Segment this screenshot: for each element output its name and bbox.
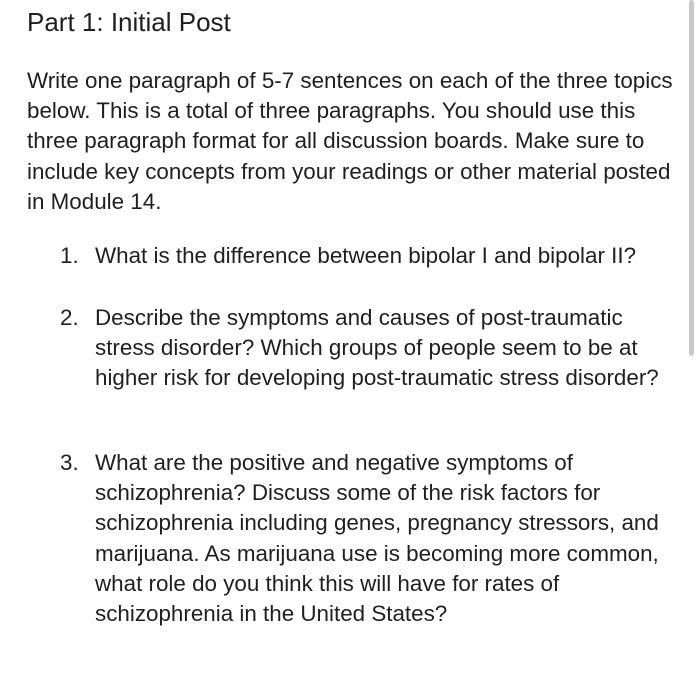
question-item — [27, 241, 677, 271]
question-item — [27, 303, 677, 394]
question-list — [27, 303, 677, 394]
question-item — [27, 448, 677, 629]
page-title: Part 1: Initial Post — [27, 7, 231, 37]
question-number: 2. — [60, 305, 79, 330]
intro-paragraph: Write one paragraph of 5-7 sentences on each of the three topics below. This is a total of three paragraphs. You should use this three paragraph format for all discussion boards. Make sure to include key concepts from your readings or other material posted in Module 14. — [27, 68, 673, 214]
question-text: What are the positive and negative symptoms of schizophrenia? Discuss some of the risk factors for schizophrenia including genes, pregnancy stressors, and marijuana. As marijuana use is becoming more common, what role do you think this will have for rates of schizophrenia in the United States? — [95, 450, 659, 627]
vertical-scrollbar[interactable] — [689, 0, 694, 356]
question-text: Describe the symptoms and causes of post-traumatic stress disorder? Which groups of people seem to be at higher risk for developing post-traumatic stress disorder? — [95, 305, 659, 391]
question-number: 1. — [60, 243, 79, 268]
question-list — [27, 241, 677, 271]
question-number: 3. — [60, 450, 79, 475]
question-list — [27, 448, 677, 629]
question-text: What is the difference between bipolar I and bipolar II? — [95, 243, 637, 268]
